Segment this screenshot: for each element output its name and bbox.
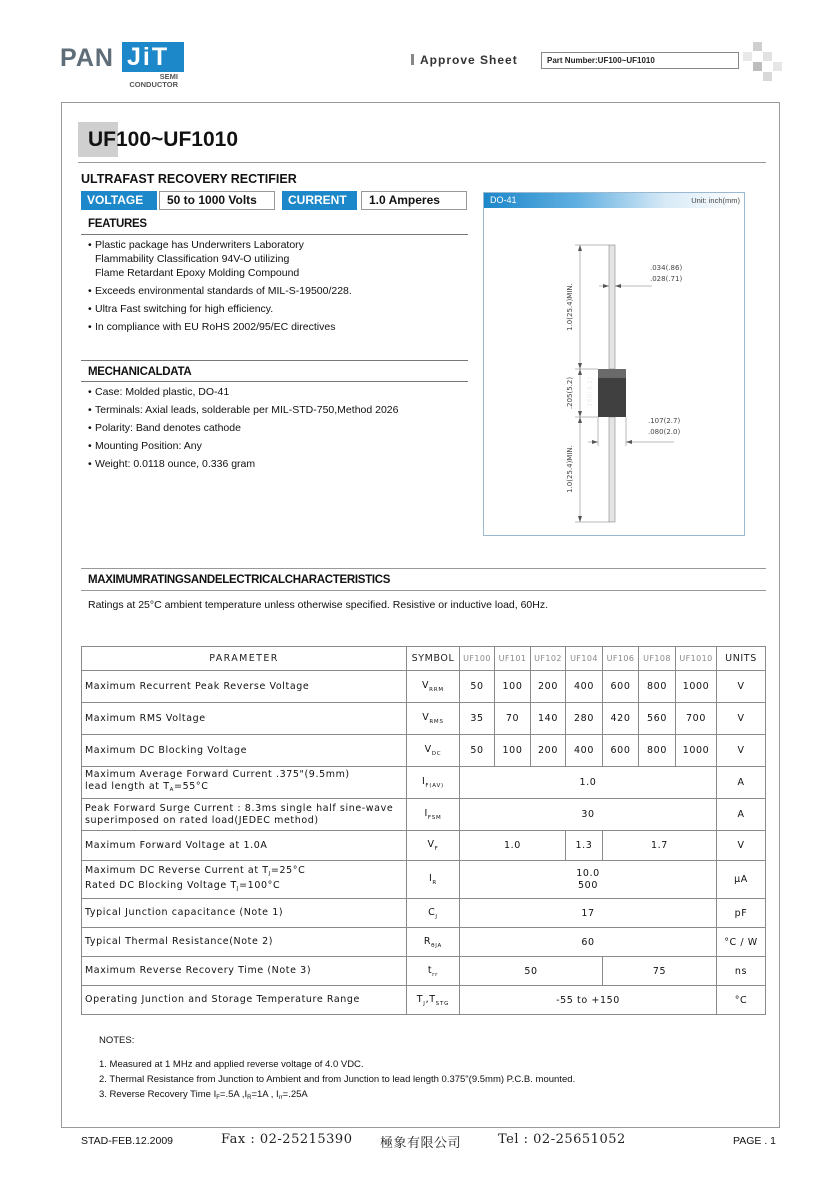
note-item: 3. Reverse Recovery Time $I_F=.5A$ $,I_R=1A$ , $I_{rr}=.25A$ bbox=[99, 1089, 308, 1101]
row-param: Maximum Recurrent Peak Reverse Voltage bbox=[82, 671, 407, 703]
row-value: -55 to +150 bbox=[460, 986, 717, 1015]
mechanical-item: • Terminals: Axial leads, solderable per MIL-STD-750,Method 2026 bbox=[88, 403, 399, 417]
logo-sub-conductor: CONDUCTOR bbox=[129, 80, 178, 89]
col-units: UNITS bbox=[717, 647, 766, 671]
row-value: 70 bbox=[495, 703, 531, 735]
col-parameter: PARAMETER bbox=[82, 647, 407, 671]
package-outline-panel bbox=[483, 192, 745, 536]
notes-list bbox=[99, 1057, 575, 1106]
col-part: UF101 bbox=[495, 647, 531, 671]
features-list bbox=[88, 238, 352, 334]
row-value: 200 bbox=[531, 735, 566, 767]
row-value: 200 bbox=[531, 671, 566, 703]
row-value: 600 bbox=[603, 735, 639, 767]
row-symbol: $C_J$ bbox=[407, 899, 460, 928]
row-unit: V bbox=[717, 831, 766, 861]
current-value: 1.0 Amperes bbox=[361, 191, 467, 210]
footer-page: PAGE . 1 bbox=[733, 1135, 776, 1147]
row-param: Maximum Forward Voltage at 1.0A bbox=[82, 831, 407, 861]
row-value: 100 bbox=[495, 671, 531, 703]
ratings-rule bbox=[81, 590, 766, 591]
voltage-value: 50 to 1000 Volts bbox=[159, 191, 275, 210]
row-value: 420 bbox=[603, 703, 639, 735]
title-divider bbox=[78, 162, 766, 163]
row-param: Maximum DC Blocking Voltage bbox=[82, 735, 407, 767]
package-header bbox=[484, 193, 744, 208]
current-label: CURRENT bbox=[282, 191, 357, 210]
col-part: UF108 bbox=[639, 647, 676, 671]
col-part: UF104 bbox=[566, 647, 603, 671]
product-subtitle: ULTRAFAST RECOVERY RECTIFIER bbox=[81, 172, 297, 186]
table-row bbox=[82, 986, 766, 1015]
row-value: 1.7 bbox=[603, 831, 717, 861]
row-symbol: $V_{RRM}$ bbox=[407, 671, 460, 703]
page-title: UF100~UF1010 bbox=[88, 128, 239, 151]
row-value: 1000 bbox=[676, 735, 717, 767]
row-value: 280 bbox=[566, 703, 603, 735]
mechanical-item: • Mounting Position: Any bbox=[88, 439, 399, 453]
features-rule bbox=[81, 234, 468, 235]
table-row bbox=[82, 861, 766, 899]
row-value: 400 bbox=[566, 735, 603, 767]
row-value: 35 bbox=[460, 703, 495, 735]
row-value: 1000 bbox=[676, 671, 717, 703]
row-symbol: $V_{RMS}$ bbox=[407, 703, 460, 735]
row-param: Typical Thermal Resistance(Note 2) bbox=[82, 928, 407, 957]
row-value: 800 bbox=[639, 671, 676, 703]
feature-item: • Ultra Fast switching for high efficiency. bbox=[88, 302, 352, 316]
row-value: 1.3 bbox=[566, 831, 603, 861]
dim-lead-dia-max: .034(.86) bbox=[650, 264, 683, 272]
panjit-logo bbox=[60, 42, 190, 92]
row-value: 60 bbox=[460, 928, 717, 957]
dim-body-dia-min: .080(2.0) bbox=[648, 428, 681, 436]
table-row bbox=[82, 799, 766, 831]
dim-body-dia-max: .107(2.7) bbox=[648, 417, 681, 425]
row-unit: A bbox=[717, 799, 766, 831]
footer-doc-date: STAD-FEB.12.2009 bbox=[81, 1135, 174, 1147]
table-row bbox=[82, 928, 766, 957]
dim-body-min: .160(4.1) bbox=[586, 376, 594, 410]
row-param: Peak Forward Surge Current : 8.3ms single half sine-wave superimposed on rated load(JEDEC method) bbox=[82, 799, 407, 831]
logo-jit-text: JiT bbox=[122, 42, 184, 72]
col-part: UF100 bbox=[460, 647, 495, 671]
top-lead bbox=[609, 245, 615, 369]
col-part: UF102 bbox=[531, 647, 566, 671]
notes-title: NOTES: bbox=[99, 1035, 135, 1046]
row-value: 50 bbox=[460, 735, 495, 767]
part-number-box: Part Number:UF100~UF1010 bbox=[541, 52, 739, 69]
row-unit: V bbox=[717, 735, 766, 767]
row-value: 1.0 bbox=[460, 767, 717, 799]
mechanical-rule bbox=[81, 381, 468, 382]
row-symbol: $R_{\theta JA}$ bbox=[407, 928, 460, 957]
row-symbol: $I_R$ bbox=[407, 861, 460, 899]
table-row bbox=[82, 957, 766, 986]
row-value: 17 bbox=[460, 899, 717, 928]
note-item: 1. Measured at 1 MHz and applied reverse voltage of 4.0 VDC. bbox=[99, 1059, 364, 1070]
ratings-intro: Ratings at 25°C ambient temperature unless otherwise specified. Resistive or inductive load, 60Hz. bbox=[88, 599, 549, 611]
table-row bbox=[82, 735, 766, 767]
voltage-label: VOLTAGE bbox=[81, 191, 157, 210]
logo-subtitle bbox=[126, 73, 178, 89]
row-value: 400 bbox=[566, 671, 603, 703]
row-unit: pF bbox=[717, 899, 766, 928]
row-unit: V bbox=[717, 671, 766, 703]
col-part: UF106 bbox=[603, 647, 639, 671]
col-part: UF1010 bbox=[676, 647, 717, 671]
features-heading: FEATURES bbox=[88, 218, 147, 230]
row-value: 600 bbox=[603, 671, 639, 703]
approve-sheet-text: Approve Sheet bbox=[420, 53, 518, 67]
dim-lead-dia-min: .028(.71) bbox=[650, 275, 683, 283]
mechanical-list bbox=[88, 385, 399, 471]
row-value: 75 bbox=[603, 957, 717, 986]
row-param: Typical Junction capacitance (Note 1) bbox=[82, 899, 407, 928]
row-unit: °C bbox=[717, 986, 766, 1015]
mechanical-top-rule bbox=[81, 360, 468, 361]
row-param: Maximum DC Reverse Current at $T_J=25^\circ C$ Rated DC Blocking Voltage $T_J=100^\circ C$ bbox=[82, 861, 407, 899]
row-symbol: $t_{rr}$ bbox=[407, 957, 460, 986]
package-unit: Unit: inch(mm) bbox=[691, 196, 740, 205]
ratings-table bbox=[81, 646, 766, 1015]
dim-lead-top: 1.0(25.4)MIN. bbox=[566, 283, 574, 331]
note-item: 2. Thermal Resistance from Junction to Ambient and from Junction to lead length 0.375"(9.5mm) P.C.B. mounted. bbox=[99, 1074, 576, 1085]
row-unit: °C / W bbox=[717, 928, 766, 957]
row-value: 800 bbox=[639, 735, 676, 767]
cathode-band bbox=[598, 369, 626, 378]
row-param: Maximum Average Forward Current .375"(9.5mm) lead length at $T_A=55^\circ C$ bbox=[82, 767, 407, 799]
checker-decoration-icon bbox=[743, 42, 783, 82]
approve-bar-icon bbox=[411, 54, 414, 65]
feature-item: • Exceeds environmental standards of MIL-S-19500/228. bbox=[88, 284, 352, 298]
row-unit: A bbox=[717, 767, 766, 799]
row-value: 560 bbox=[639, 703, 676, 735]
table-row bbox=[82, 703, 766, 735]
row-unit: V bbox=[717, 703, 766, 735]
feature-item: • In compliance with EU RoHS 2002/95/EC directives bbox=[88, 320, 352, 334]
row-value: 10.0 500 bbox=[460, 861, 717, 899]
row-value: 700 bbox=[676, 703, 717, 735]
row-value: 100 bbox=[495, 735, 531, 767]
logo-sub-semi: SEMI bbox=[159, 72, 178, 81]
package-name: DO-41 bbox=[490, 195, 517, 205]
row-value: 30 bbox=[460, 799, 717, 831]
table-row bbox=[82, 831, 766, 861]
approve-sheet-label bbox=[411, 53, 518, 67]
mechanical-item: • Polarity: Band denotes cathode bbox=[88, 421, 399, 435]
do41-drawing bbox=[484, 208, 746, 536]
feature-item: • Plastic package has Underwriters Laboratory Flammability Classification 94V-O utilizing Flame Retardant Epoxy Molding Compound bbox=[88, 238, 352, 280]
row-symbol: $V_{DC}$ bbox=[407, 735, 460, 767]
mechanical-item: • Weight: 0.0118 ounce, 0.336 gram bbox=[88, 457, 399, 471]
row-symbol: $I_{F(AV)}$ bbox=[407, 767, 460, 799]
mechanical-heading: MECHANICALDATA bbox=[88, 366, 192, 378]
footer-fax: Fax : 02-25215390 bbox=[221, 1132, 353, 1147]
bottom-lead bbox=[609, 417, 615, 522]
ratings-heading: MAXIMUMRATINGSANDELECTRICALCHARACTERISTICS bbox=[88, 574, 391, 586]
row-symbol: $I_{FSM}$ bbox=[407, 799, 460, 831]
table-header-row bbox=[82, 647, 766, 671]
table-row bbox=[82, 671, 766, 703]
table-row bbox=[82, 767, 766, 799]
dim-body-max: .205(5.2) bbox=[566, 376, 574, 410]
col-symbol: SYMBOL bbox=[407, 647, 460, 671]
dim-lead-bottom: 1.0(25.4)MIN. bbox=[566, 445, 574, 493]
row-value: 1.0 bbox=[460, 831, 566, 861]
row-param: Maximum Reverse Recovery Time (Note 3) bbox=[82, 957, 407, 986]
row-unit: µA bbox=[717, 861, 766, 899]
row-symbol: $T_J,T_{STG}$ bbox=[407, 986, 460, 1015]
row-unit: ns bbox=[717, 957, 766, 986]
row-param: Operating Junction and Storage Temperature Range bbox=[82, 986, 407, 1015]
row-value: 50 bbox=[460, 957, 603, 986]
mechanical-item: • Case: Molded plastic, DO-41 bbox=[88, 385, 399, 399]
footer-tel: Tel : 02-25651052 bbox=[498, 1132, 626, 1147]
row-symbol: $V_F$ bbox=[407, 831, 460, 861]
row-param: Maximum RMS Voltage bbox=[82, 703, 407, 735]
row-value: 50 bbox=[460, 671, 495, 703]
row-value: 140 bbox=[531, 703, 566, 735]
ratings-top-rule bbox=[81, 568, 766, 569]
logo-pan-text: PAN bbox=[60, 44, 114, 72]
footer-company: 極象有限公司 bbox=[380, 1136, 462, 1151]
table-row bbox=[82, 899, 766, 928]
